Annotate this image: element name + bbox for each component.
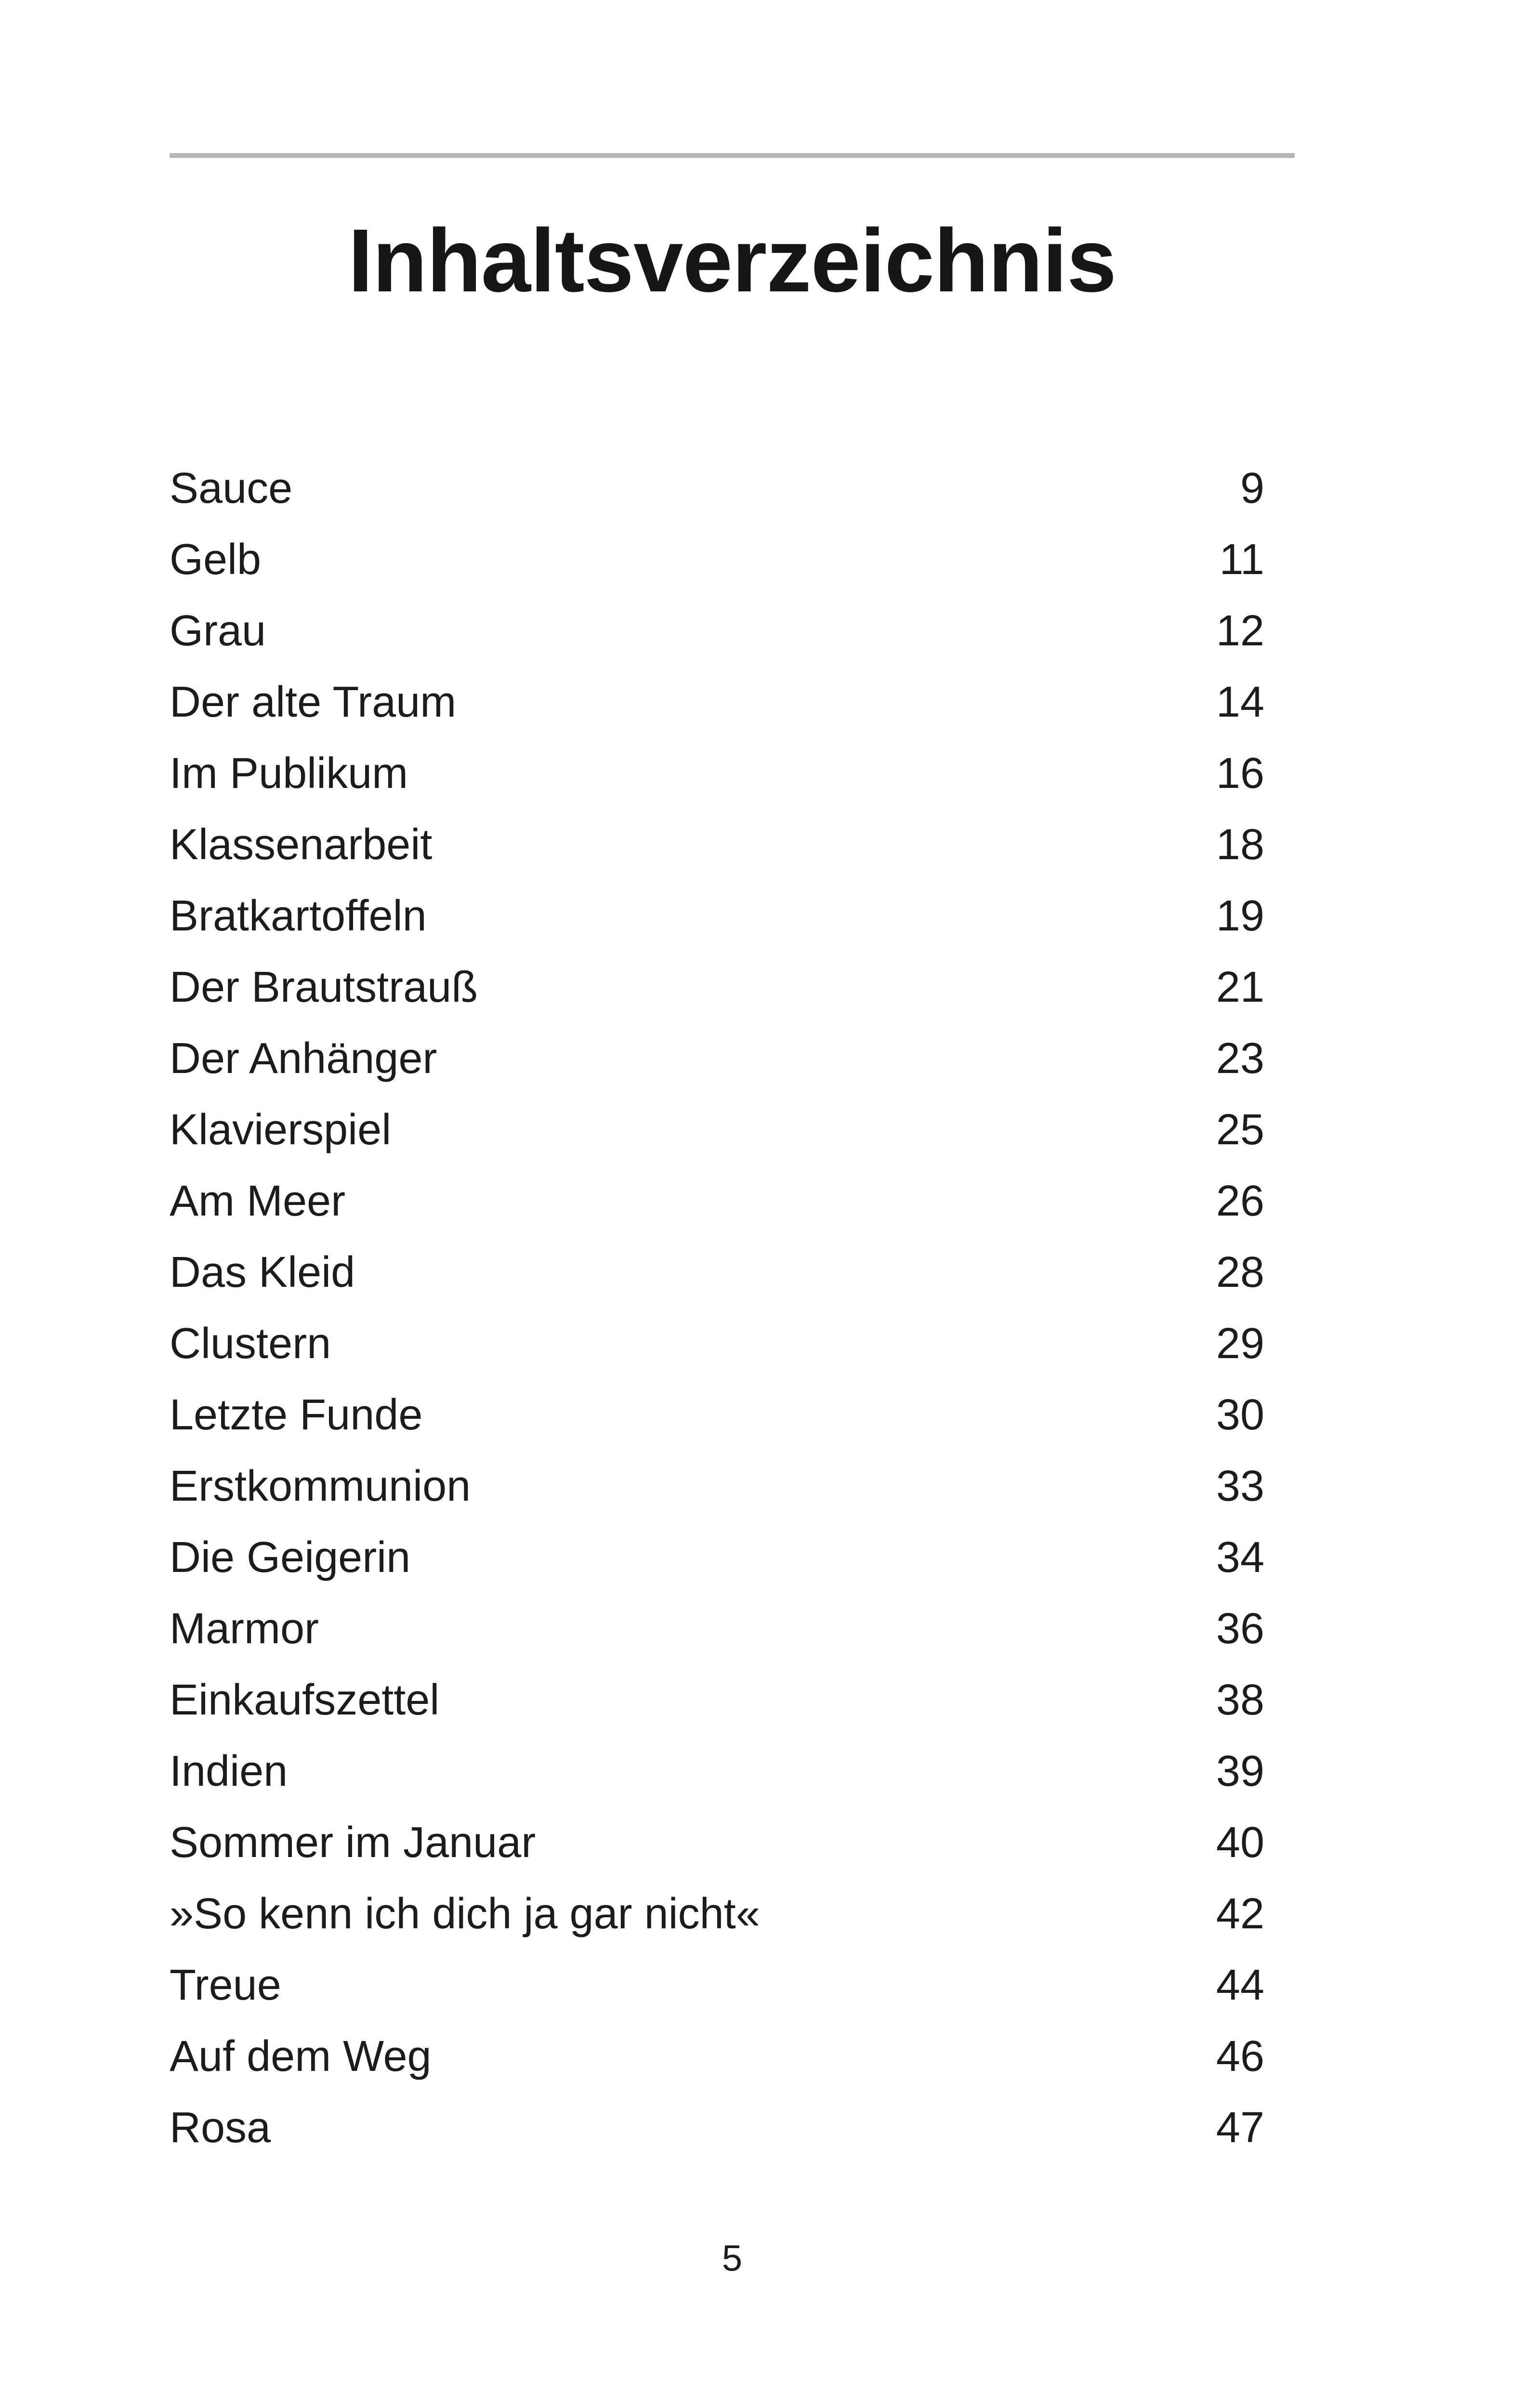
toc-entry [170,952,1264,1023]
toc-entry [170,1451,1264,1522]
top-rule [170,153,1295,158]
toc-entry [170,1878,1264,1950]
toc-entry [170,1736,1264,1807]
toc-entry [170,2092,1264,2163]
toc-entry-title: Letzte Funde [170,1391,423,1439]
toc-entry [170,1950,1264,2021]
toc-entry-page: 36 [1216,1605,1264,1653]
toc-entry [170,453,1264,524]
toc-entry-title: »So kenn ich dich ja gar nicht« [170,1890,760,1938]
toc-entry-page: 9 [1240,464,1264,512]
toc-entry-title: Das Kleid [170,1248,355,1296]
toc-entry-title: Rosa [170,2104,271,2152]
toc-entry [170,880,1264,952]
toc-entry-title: Bratkartoffeln [170,892,427,940]
toc-entry-page: 23 [1216,1034,1264,1083]
toc-entry-title: Am Meer [170,1177,346,1225]
toc-entry-page: 38 [1216,1676,1264,1724]
toc-entry-title: Der Brautstrauß [170,963,478,1011]
toc-entry [170,667,1264,738]
toc-entry [170,1593,1264,1664]
toc-entry-page: 19 [1216,892,1264,940]
toc-entry-title: Die Geigerin [170,1533,411,1582]
table-of-contents [170,453,1264,2163]
toc-entry [170,738,1264,809]
page-title: Inhaltsverzeichnis [348,211,1116,311]
toc-entry-title: Treue [170,1961,281,2009]
toc-entry-title: Klassenarbeit [170,821,433,869]
toc-entry-page: 28 [1216,1248,1264,1296]
toc-entry [170,1664,1264,1736]
toc-entry [170,1379,1264,1451]
toc-entry-page: 46 [1216,2032,1264,2081]
toc-entry [170,1308,1264,1379]
toc-entry-page: 21 [1216,963,1264,1011]
toc-entry [170,524,1264,595]
toc-entry-title: Einkaufszettel [170,1676,440,1724]
toc-entry-page: 29 [1216,1320,1264,1368]
toc-entry [170,1023,1264,1094]
toc-entry-title: Clustern [170,1320,331,1368]
toc-entry-title: Auf dem Weg [170,2032,432,2081]
toc-entry-title: Erstkommunion [170,1462,471,1510]
toc-entry-page: 33 [1216,1462,1264,1510]
toc-entry-title: Sommer im Januar [170,1819,536,1867]
toc-entry [170,1522,1264,1593]
toc-entry-page: 26 [1216,1177,1264,1225]
toc-entry-page: 40 [1216,1819,1264,1867]
toc-entry-page: 16 [1216,749,1264,798]
toc-entry [170,1807,1264,1878]
toc-entry-title: Gelb [170,536,262,584]
toc-entry [170,1165,1264,1237]
toc-entry-title: Marmor [170,1605,319,1653]
toc-entry [170,1094,1264,1165]
toc-entry-title: Grau [170,607,266,655]
toc-entry-page: 47 [1216,2104,1264,2152]
toc-entry-page: 12 [1216,607,1264,655]
toc-entry-page: 14 [1216,678,1264,726]
toc-entry-page: 44 [1216,1961,1264,2009]
toc-entry-page: 34 [1216,1533,1264,1582]
toc-entry-title: Im Publikum [170,749,408,798]
toc-entry-page: 11 [1219,536,1264,584]
toc-entry [170,809,1264,880]
toc-entry [170,595,1264,667]
toc-entry [170,1237,1264,1308]
toc-entry-page: 42 [1216,1890,1264,1938]
toc-entry-title: Der Anhänger [170,1034,437,1083]
toc-entry-title: Indien [170,1747,288,1795]
toc-entry-title: Sauce [170,464,293,512]
toc-entry-title: Der alte Traum [170,678,457,726]
toc-entry-page: 39 [1216,1747,1264,1795]
toc-entry-page: 25 [1216,1106,1264,1154]
toc-entry [170,2021,1264,2092]
toc-entry-title: Klavierspiel [170,1106,392,1154]
toc-entry-page: 18 [1216,821,1264,869]
toc-entry-page: 30 [1216,1391,1264,1439]
page-number: 5 [722,2238,743,2279]
